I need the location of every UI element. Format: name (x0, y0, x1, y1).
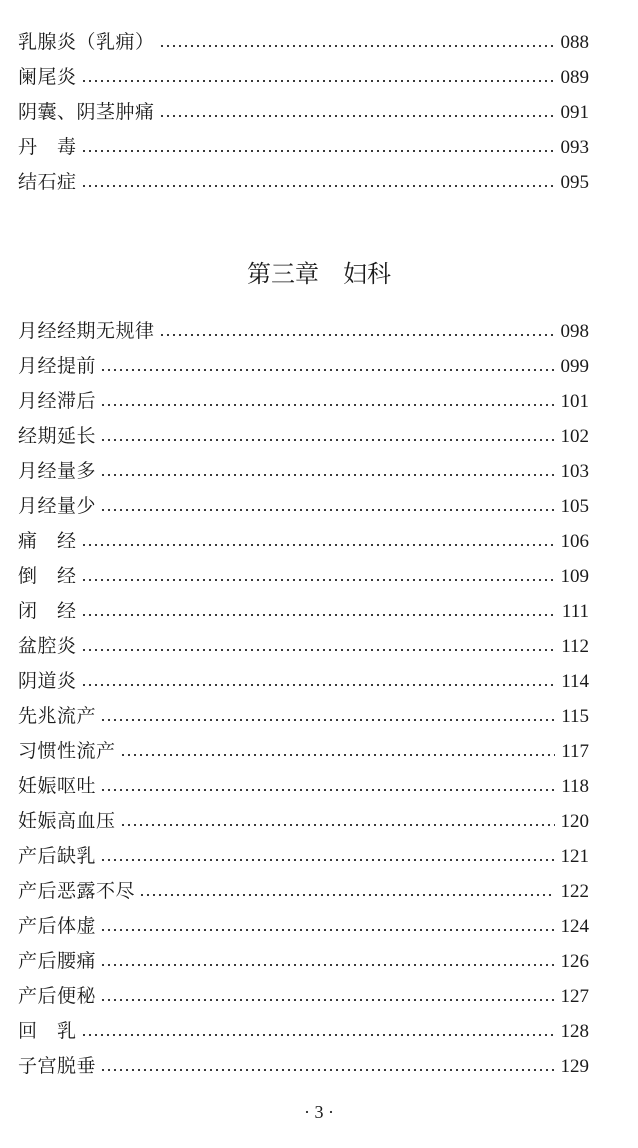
dot-leader (139, 894, 554, 896)
toc-entry-page: 099 (560, 356, 589, 377)
toc-entry-page: 121 (560, 846, 589, 867)
dot-leader (120, 824, 555, 826)
toc-entry-page: 101 (560, 391, 589, 412)
toc-entry (18, 1049, 589, 1084)
dot-leader (120, 754, 556, 756)
toc-entry-title: 经期延长 (18, 425, 97, 447)
toc-entry (18, 60, 589, 95)
toc-entry-title: 回 乳 (18, 1020, 77, 1042)
toc-entry (18, 559, 589, 594)
toc-entry (18, 629, 589, 664)
toc-entry (18, 909, 589, 944)
toc-entry-title: 习惯性流产 (18, 740, 116, 762)
dot-leader (81, 80, 555, 82)
toc-entry-title: 阑尾炎 (18, 66, 77, 88)
toc-entry (18, 769, 589, 804)
dot-leader (100, 439, 554, 441)
dot-leader (100, 719, 555, 721)
toc-entry (18, 664, 589, 699)
toc-entry-title: 产后恶露不尽 (18, 880, 136, 902)
toc-entry-page: 098 (560, 321, 589, 342)
toc-entry-page: 088 (560, 32, 589, 53)
toc-entry (18, 95, 589, 130)
dot-leader (81, 544, 555, 546)
toc-entry-page: 118 (561, 776, 589, 797)
toc-entry-title: 倒 经 (18, 565, 77, 587)
toc-entry (18, 165, 589, 200)
dot-leader (100, 999, 554, 1001)
dot-leader (159, 115, 555, 117)
toc-entry-page: 112 (561, 636, 589, 657)
toc-entry (18, 839, 589, 874)
toc-entry-title: 产后体虚 (18, 915, 97, 937)
toc-entry-title: 月经提前 (18, 355, 97, 377)
toc-entry (18, 524, 589, 559)
dot-leader (81, 1034, 555, 1036)
dot-leader (100, 1069, 554, 1071)
toc-entry-page: 106 (560, 531, 589, 552)
toc-entry-page: 091 (560, 102, 589, 123)
dot-leader (159, 45, 555, 47)
toc-entry-title: 月经经期无规律 (18, 320, 155, 342)
toc-entry-page: 124 (560, 916, 589, 937)
toc-entry-title: 乳腺炎（乳痈） (18, 31, 155, 53)
toc-entry-title: 丹 毒 (18, 136, 77, 158)
toc-entry-title: 痛 经 (18, 530, 77, 552)
toc-entry (18, 804, 589, 839)
toc-entry-title: 产后腰痛 (18, 950, 97, 972)
toc-entry-page: 122 (560, 881, 589, 902)
dot-leader (159, 334, 555, 336)
dot-leader (100, 369, 554, 371)
toc-entry (18, 699, 589, 734)
toc-entry-title: 子宫脱垂 (18, 1055, 97, 1077)
toc-entry-title: 月经量多 (18, 460, 97, 482)
toc-entry-page: 103 (560, 461, 589, 482)
toc-entry-page: 105 (560, 496, 589, 517)
toc-entry (18, 384, 589, 419)
toc-entry-page: 109 (560, 566, 589, 587)
toc-entry-title: 月经量少 (18, 495, 97, 517)
toc-entry-title: 盆腔炎 (18, 635, 77, 657)
toc-entry-title: 先兆流产 (18, 705, 97, 727)
toc-entry-title: 产后便秘 (18, 985, 97, 1007)
dot-leader (81, 614, 556, 616)
toc-entry (18, 419, 589, 454)
toc-entry (18, 25, 589, 60)
page-number: · 3 · (304, 1102, 334, 1122)
dot-leader (100, 404, 554, 406)
toc-entry-title: 妊娠高血压 (18, 810, 116, 832)
toc-entry-title: 闭 经 (18, 600, 77, 622)
toc-entry (18, 130, 589, 165)
toc-entry (18, 489, 589, 524)
toc-entry (18, 874, 589, 909)
toc-entry-title: 阴囊、阴茎肿痛 (18, 101, 155, 123)
toc-chapter-gynecology (18, 314, 589, 1084)
toc-entry-page: 127 (560, 986, 589, 1007)
toc-entry-title: 产后缺乳 (18, 845, 97, 867)
toc-entry (18, 349, 589, 384)
toc-entry (18, 594, 589, 629)
toc-entry-page: 128 (560, 1021, 589, 1042)
toc-entry-page: 115 (561, 706, 589, 727)
toc-entry (18, 1014, 589, 1049)
dot-leader (100, 509, 554, 511)
toc-entry-page: 120 (560, 811, 589, 832)
toc-entry (18, 944, 589, 979)
toc-entry-title: 阴道炎 (18, 670, 77, 692)
toc-entry-page: 095 (560, 172, 589, 193)
dot-leader (81, 684, 556, 686)
toc-entry (18, 454, 589, 489)
toc-entry (18, 314, 589, 349)
toc-entry-page: 093 (560, 137, 589, 158)
toc-entry-title: 结石症 (18, 171, 77, 193)
dot-leader (100, 964, 554, 966)
toc-entry-title: 妊娠呕吐 (18, 775, 97, 797)
toc-entry-page: 089 (560, 67, 589, 88)
toc-entry-page: 111 (561, 601, 589, 622)
dot-leader (81, 185, 555, 187)
dot-leader (81, 150, 555, 152)
toc-entry-page: 114 (561, 671, 589, 692)
toc-entry-page: 126 (560, 951, 589, 972)
dot-leader (100, 474, 554, 476)
chapter-heading: 第三章 妇科 (247, 260, 391, 288)
dot-leader (100, 789, 555, 791)
dot-leader (100, 859, 554, 861)
toc-entry (18, 979, 589, 1014)
toc-entry-page: 102 (560, 426, 589, 447)
toc-entry-page: 129 (560, 1056, 589, 1077)
dot-leader (100, 929, 554, 931)
dot-leader (81, 649, 556, 651)
dot-leader (81, 579, 555, 581)
toc-entry-page: 117 (561, 741, 589, 762)
toc-entry (18, 734, 589, 769)
toc-entry-title: 月经滞后 (18, 390, 97, 412)
toc-section-previous (18, 25, 589, 200)
